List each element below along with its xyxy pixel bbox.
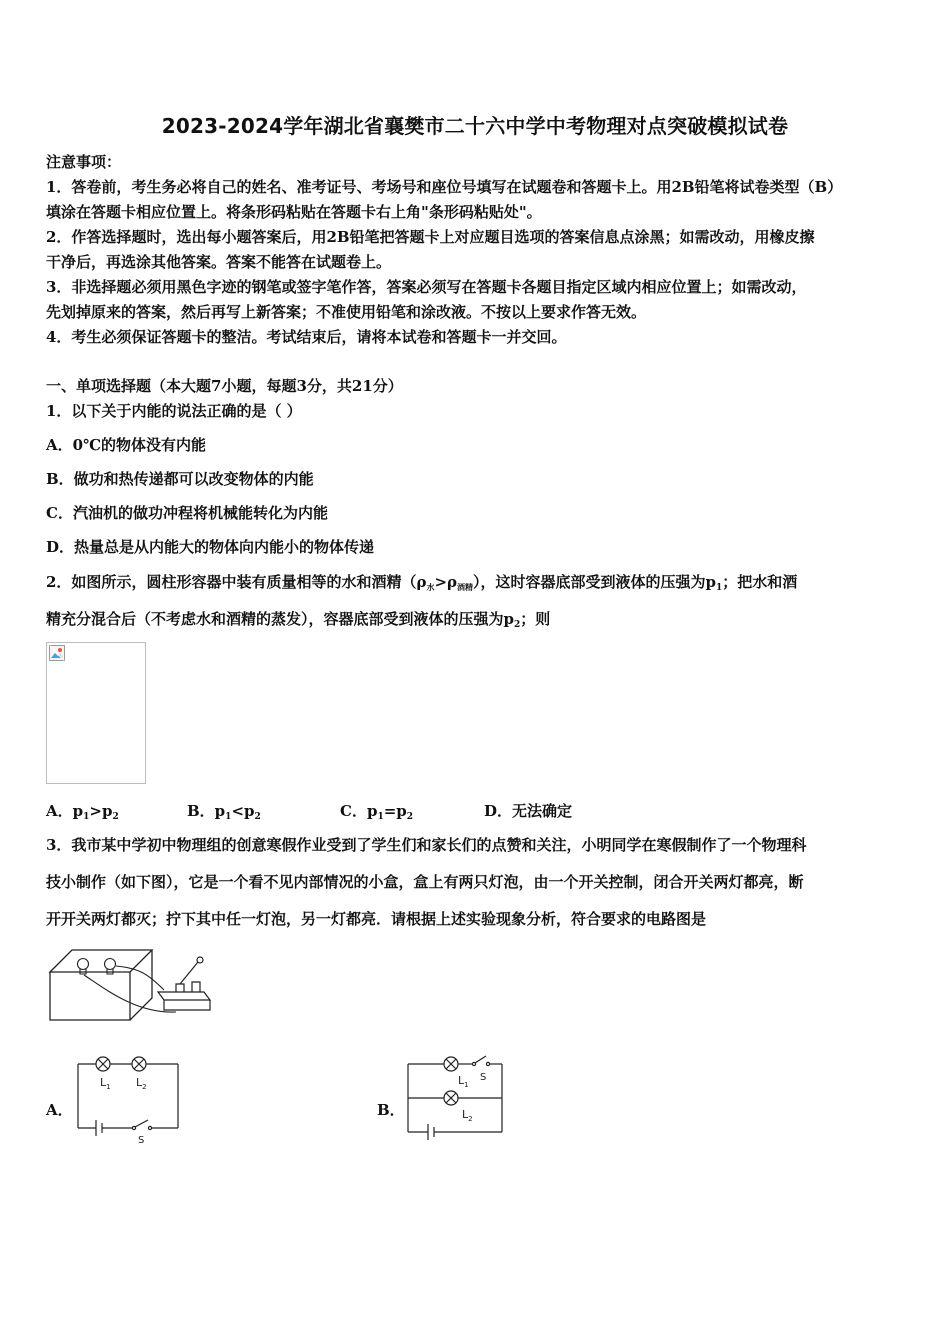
question-2-option-d: D．无法确定	[484, 802, 573, 820]
notice-line: 填涂在答题卡相应位置上。将条形码粘贴在答题卡右上角"条形码粘贴处"。	[46, 203, 542, 221]
question-3-box-illustration	[44, 944, 216, 1028]
question-1-option-d: D．热量总是从内能大的物体向内能小的物体传递	[46, 538, 375, 556]
circuit-diagram-b	[404, 1048, 508, 1144]
section-heading: 一、单项选择题（本大题7小题，每题3分，共21分）	[46, 377, 403, 395]
question-3-stem-line: 3．我市某中学初中物理组的创意寒假作业受到了学生们和家长们的点赞和关注，小明同学在寒假制作了一个物理科	[46, 836, 807, 854]
notice-line: 4．考生必须保证答题卡的整洁。考试结束后，请将本试卷和答题卡一并交回。	[46, 328, 567, 346]
notice-heading: 注意事项：	[46, 153, 122, 171]
svg-text:L1: $L_1$	[100, 1076, 111, 1091]
question-1-option-c: C．汽油机的做功冲程将机械能转化为内能	[46, 504, 328, 522]
question-2-option-c: C．$p_1=p_2$	[340, 802, 414, 822]
svg-text:S: S	[480, 1072, 487, 1083]
switch-icon	[158, 957, 210, 1010]
svg-text:L2: $L_2$	[462, 1108, 473, 1123]
page-title: 2023-2024学年湖北省襄樊市二十六中学中考物理对点突破模拟试卷	[161, 114, 789, 138]
notice-line: 先划掉原来的答案，然后再写上新答案；不准使用铅笔和涂改液。不按以上要求作答无效。	[46, 303, 647, 321]
question-3-stem-line: 技小制作（如下图），它是一个看不见内部情况的小盒，盒上有两只灯泡，由一个开关控制，闭合开关两灯都亮，断	[46, 873, 804, 891]
question-2-option-b: B．$p_1<p_2$	[187, 802, 261, 822]
question-2-stem-line-2: 精充分混合后（不考虑水和酒精的蒸发），容器底部受到液体的压强为$p_2$；则	[46, 610, 551, 630]
question-2-option-a: A．$p_1>p_2$	[46, 802, 119, 822]
svg-text:L2: $L_2$	[136, 1076, 147, 1091]
question-1-stem: 1．以下关于内能的说法正确的是（ ）	[46, 402, 302, 420]
question-1-option-a: A．0℃的物体没有内能	[46, 436, 207, 454]
question-3-stem-line: 开开关两灯都灭；拧下其中任一灯泡，另一灯都亮．请根据上述实验现象分析，符合要求的电路图是	[46, 910, 707, 928]
notice-line: 2．作答选择题时，选出每小题答案后，用2B铅笔把答题卡上对应题目选项的答案信息点涂黑；如需改动，用橡皮擦	[46, 228, 815, 246]
notice-line: 1．答卷前，考生务必将自己的姓名、准考证号、考场号和座位号填写在试题卷和答题卡上。用2B铅笔将试卷类型（B）	[46, 178, 843, 196]
question-2-stem-line-1: 2．如图所示，圆柱形容器中装有质量相等的水和酒精$(\rho_水>\rho_{酒精})$，这时容器底部受到液体的压强为$p_1$；把水和酒	[46, 573, 798, 593]
question-3-option-a: A．	[46, 1101, 73, 1119]
notice-line: 3．非选择题必须用黑色字迹的钢笔或签字笔作答，答案必须写在答题卡各题目指定区域内相应位置上；如需改动，	[46, 278, 807, 296]
question-1-option-b: B．做功和热传递都可以改变物体的内能	[46, 470, 314, 488]
question-2-figure-placeholder	[46, 642, 146, 784]
svg-text:L1: $L_1$	[458, 1074, 469, 1089]
question-3-option-b: B．	[377, 1101, 405, 1119]
notice-line: 干净后，再选涂其他答案。答案不能答在试题卷上。	[46, 253, 392, 271]
circuit-diagram-a	[74, 1048, 186, 1144]
broken-image-icon	[49, 645, 65, 661]
svg-text:S: S	[138, 1135, 145, 1144]
